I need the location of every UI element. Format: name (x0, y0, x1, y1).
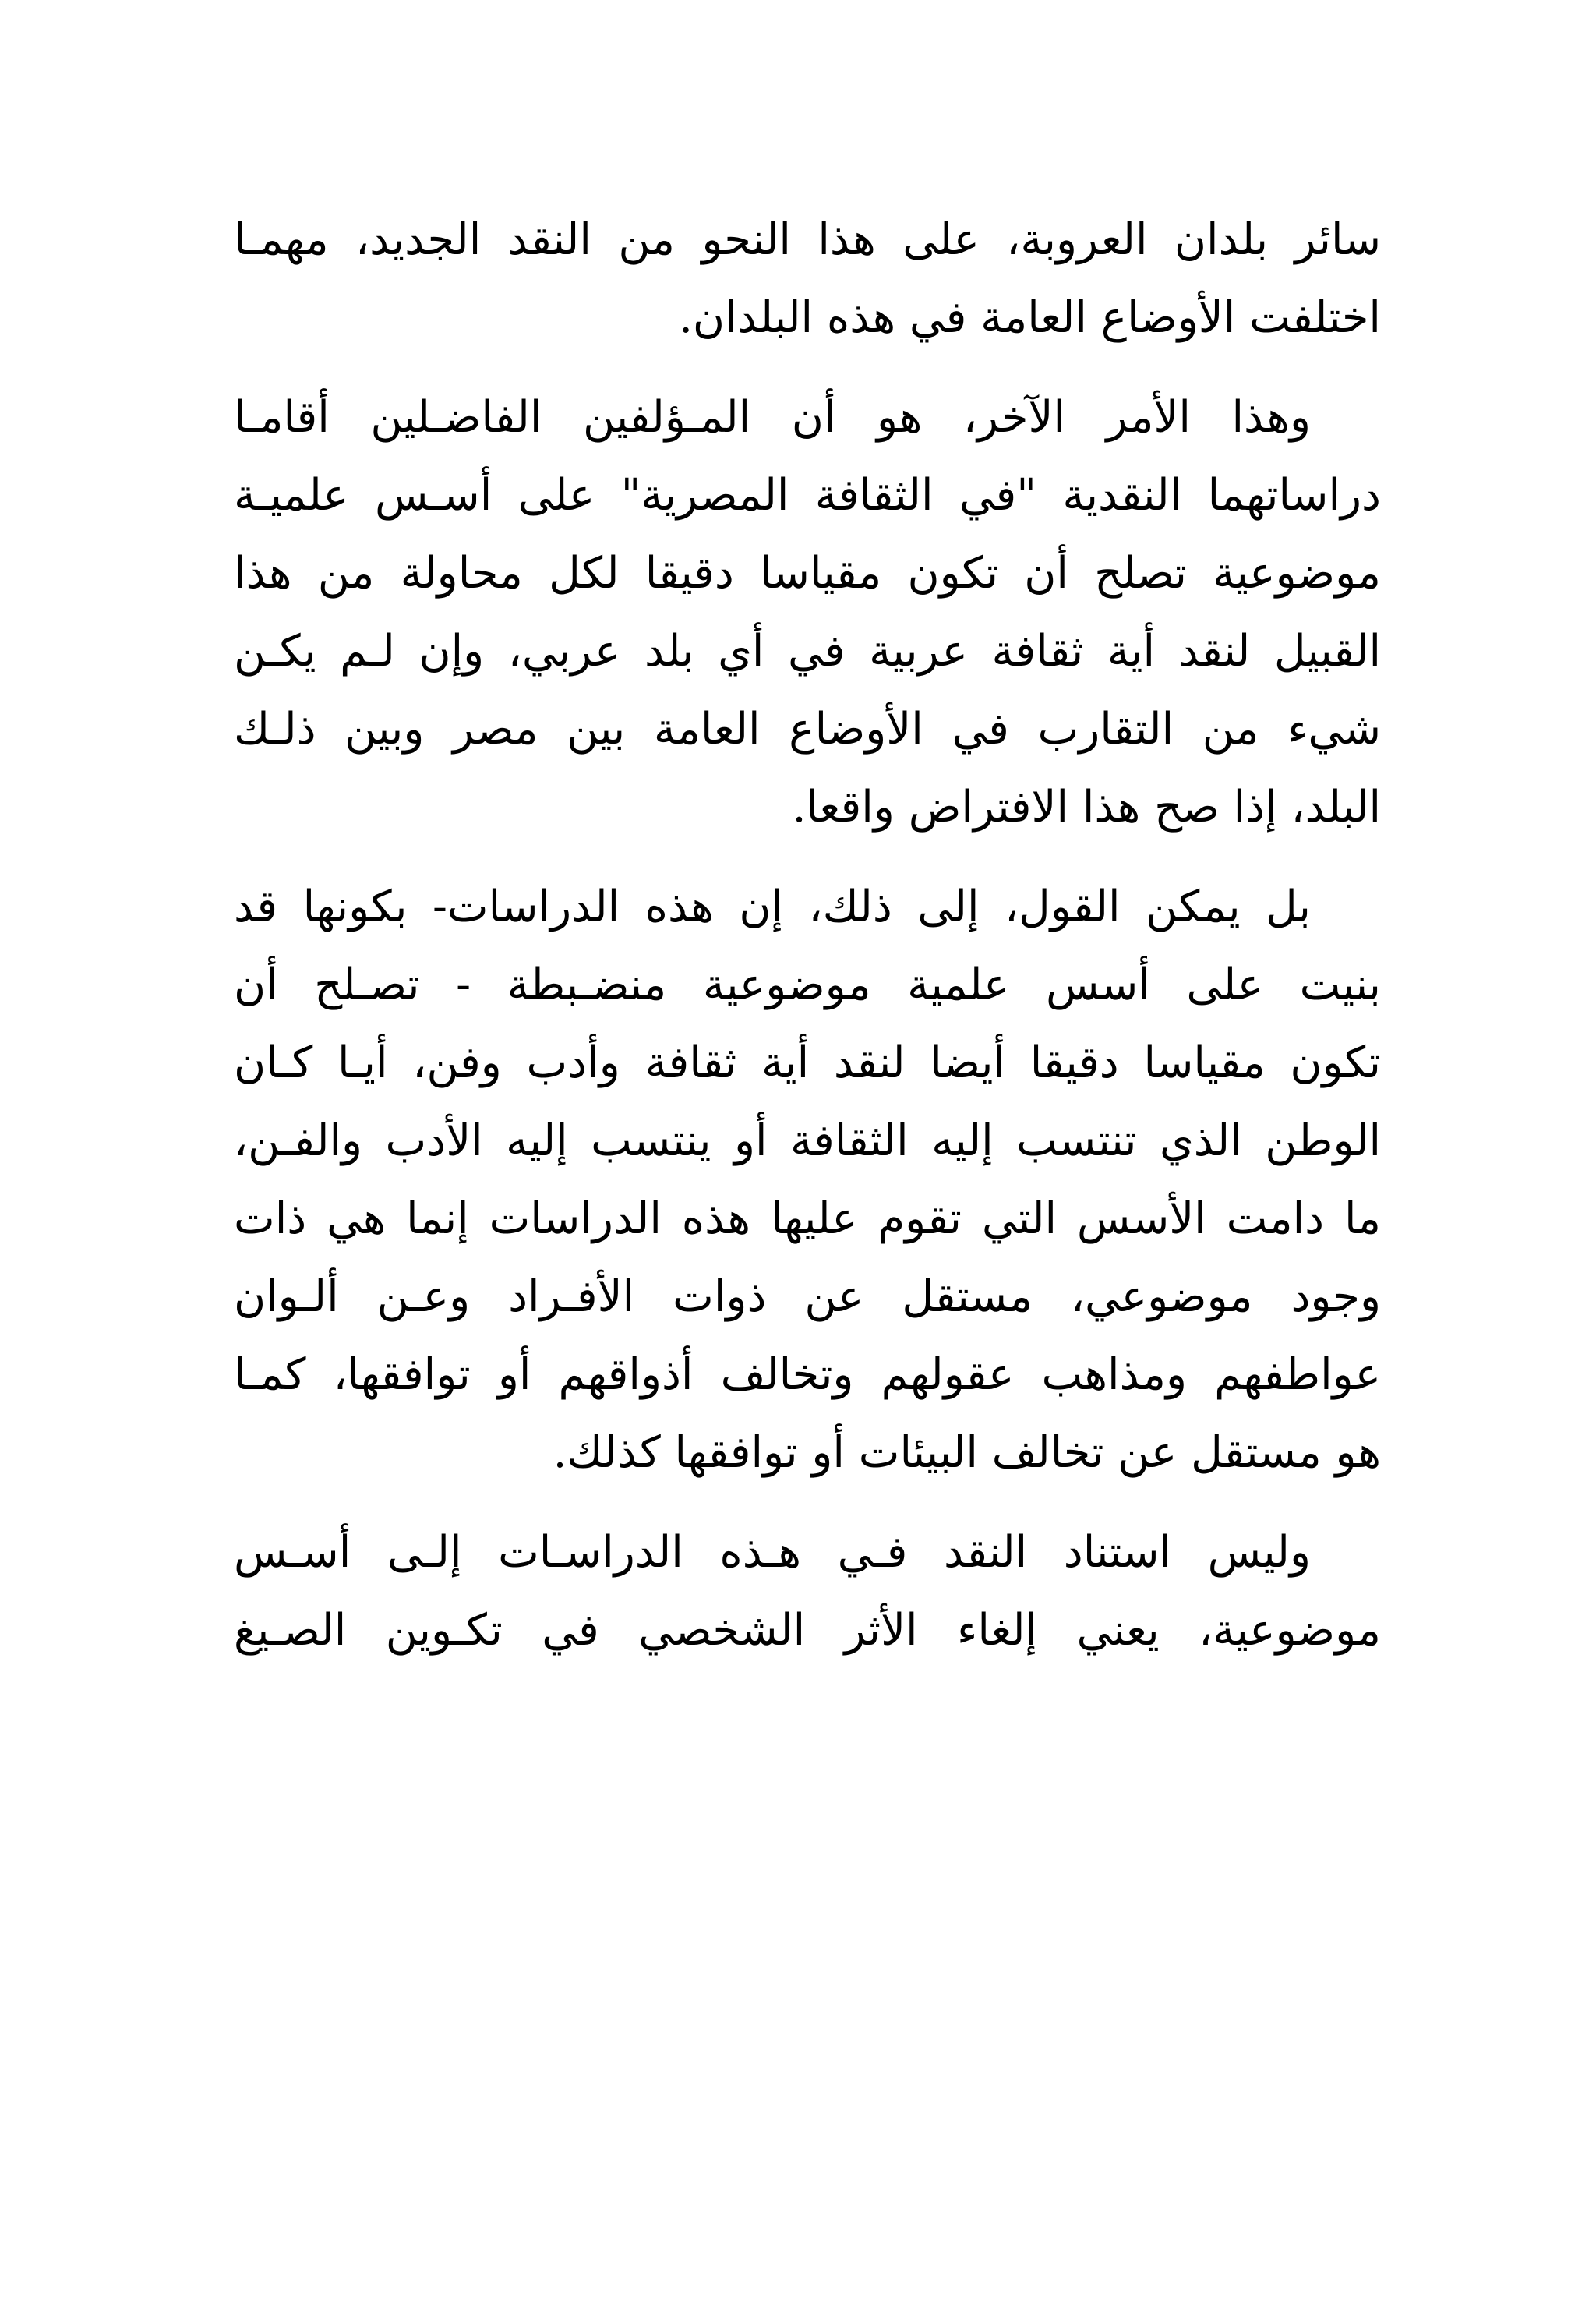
paragraph-2-line-2: دراساتهما النقدية "في الثقافة المصرية" على أسـس علميـة (234, 470, 1381, 521)
paragraph-4-line-2: موضوعية، يعني إلغاء الأثر الشخصي في تكـوين الصـيغ (234, 1605, 1381, 1656)
paragraph-3-line-4: الوطن الذي تنتسب إليه الثقافة أو ينتسب إليه الأدب والفـن، (234, 1115, 1381, 1166)
paragraph-1-line-2: اختلفت الأوضاع العامة في هذه البلدان. (679, 292, 1381, 343)
paragraph-2-line-1: وهذا الأمر الآخر، هو أن المـؤلفين الفاضـلين أقامـا (234, 392, 1311, 443)
paragraph-2-line-4: القبيل لنقد أية ثقافة عربية في أي بلد عربي، وإن لـم يكـن (234, 626, 1381, 677)
paragraph-2-line-6: البلد، إذا صح هذا الافتراض واقعا. (792, 782, 1381, 833)
paragraph-3-line-1: بل يمكن القول، إلى ذلك، إن هذه الدراسات- بكونها قد (234, 882, 1311, 932)
paragraph-2-line-3: موضوعية تصلح أن تكون مقياسا دقيقا لكل محاولة من هذا (234, 548, 1381, 599)
body-text (234, 201, 1381, 1670)
paragraph-gap (234, 1492, 1381, 1514)
paragraph-3-line-5: ما دامت الأسس التي تقوم عليها هذه الدراسات إنما هي ذات (234, 1193, 1381, 1244)
paragraph-3 (234, 868, 1381, 1492)
paragraph-gap (234, 847, 1381, 868)
paragraph-1-line-1: سائر بلدان العروبة، على هذا النحو من النقد الجديد، مهمـا (234, 214, 1381, 265)
paragraph-2 (234, 379, 1381, 847)
paragraph-1 (234, 201, 1381, 357)
paragraph-3-line-2: بنيت على أسس علمية موضوعية منضـبطة - تصـلح أن (234, 960, 1381, 1010)
paragraph-4-line-1: وليس استناد النقد فـي هـذه الدراسـات إلـى أسـس (234, 1527, 1311, 1578)
paragraph-4 (234, 1514, 1381, 1670)
paragraph-2-line-5: شيء من التقارب في الأوضاع العامة بين مصر وبين ذلـك (234, 704, 1381, 755)
paragraph-3-line-7: عواطفهم ومذاهب عقولهم وتخالف أذواقهم أو توافقها، كمـا (234, 1349, 1381, 1400)
paragraph-3-line-8: هو مستقل عن تخالف البيئات أو توافقها كذلك. (553, 1427, 1381, 1478)
paragraph-3-line-3: تكون مقياسا دقيقا أيضا لنقد أية ثقافة وأدب وفن، أيـا كـان (234, 1038, 1381, 1088)
paragraph-3-line-6: وجود موضوعي، مستقل عن ذوات الأفـراد وعـن ألـوان (234, 1271, 1381, 1322)
paragraph-gap (234, 357, 1381, 379)
